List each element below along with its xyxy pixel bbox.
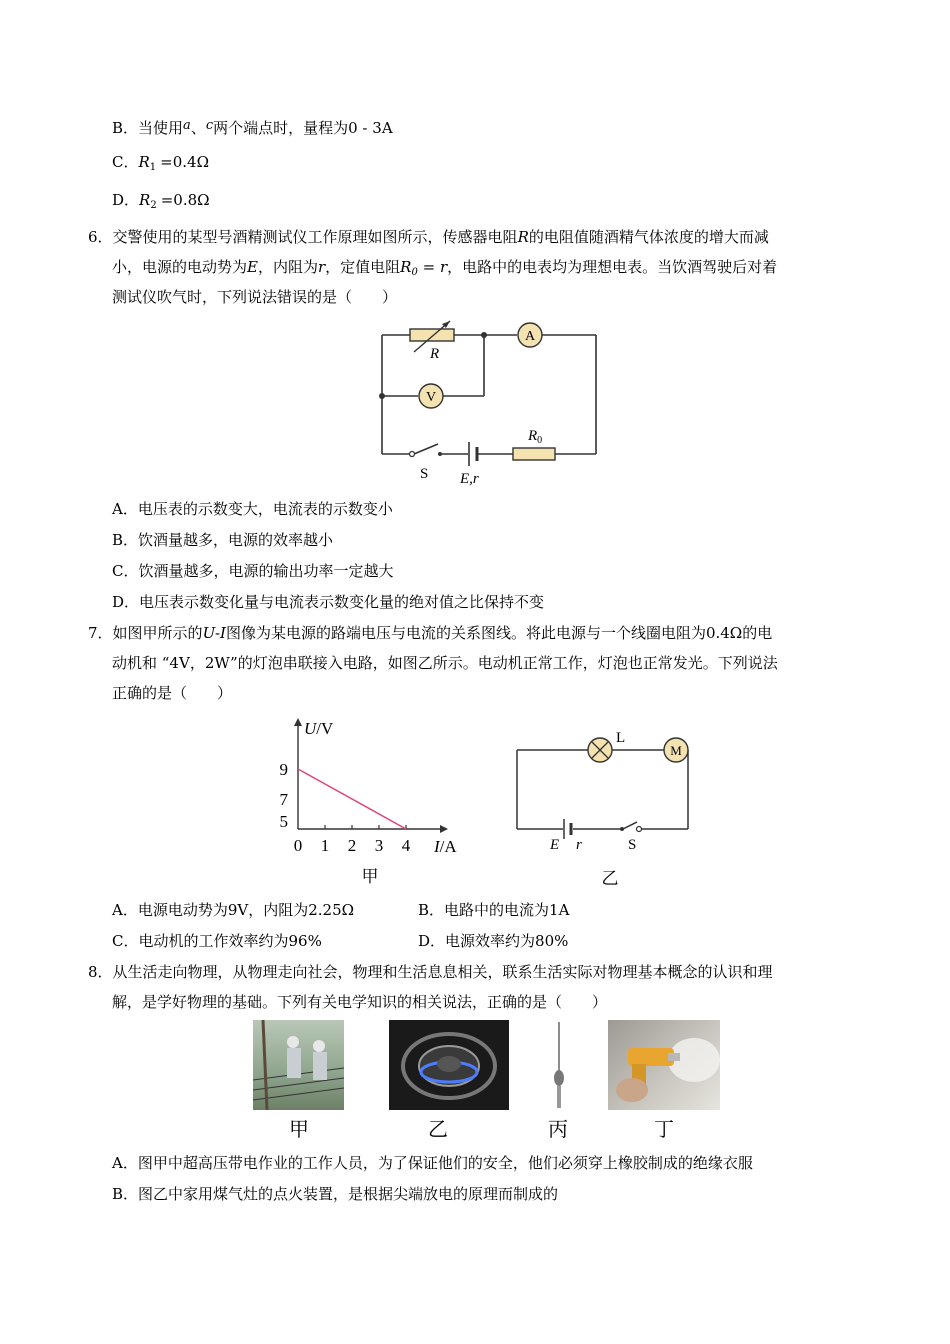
option-label: A． [112, 901, 138, 919]
option-label: C． [112, 932, 139, 950]
option-text: 电源效率约为80% [445, 932, 569, 950]
stem-text: 如图甲所示的 [112, 624, 203, 642]
stem-text: 正确的是（ ） [112, 684, 233, 702]
q8-stem-line1 [88, 962, 773, 982]
option-label: D． [418, 932, 446, 950]
option-text: 电动机的工作效率约为96% [138, 932, 322, 950]
q7-stem-line1 [88, 623, 772, 643]
option-label: A． [112, 500, 138, 518]
stem-text: ，内阻为 [257, 258, 318, 276]
symbol-e: E [247, 258, 258, 276]
burner-cap [437, 1056, 461, 1072]
photo-caption-ding: 丁 [654, 1117, 674, 1141]
switch-icon [410, 452, 415, 457]
fixed-resistor-label: $R_0$ [528, 428, 543, 446]
stem-text: 小，电源的电动势为 [112, 258, 248, 276]
q6-stem-line3 [112, 287, 397, 307]
option-label: B． [112, 119, 139, 137]
switch-icon [637, 827, 642, 832]
question-number: 8． [88, 963, 113, 981]
circuit-caption: 乙 [601, 869, 619, 888]
y-axis-arrow [294, 718, 302, 726]
stem-text: 动机和 “4V，2W”的灯泡串联接入电路，如图乙所示。电动机正常工作，灯泡也正常发光。下列说法 [112, 654, 778, 672]
option-label: C． [112, 562, 139, 580]
switch-contact [438, 452, 442, 456]
voltmeter-label: V [425, 390, 437, 405]
worker-helmet [287, 1036, 299, 1048]
stem-text: 解，是学好物理的基础。下列有关电学知识的相关说法，正确的是（ ） [112, 993, 608, 1011]
option-label: A． [112, 1154, 138, 1172]
hand [616, 1078, 648, 1102]
terminal-c: c [205, 118, 214, 133]
option-text: 图甲中超高压带电作业的工作人员，为了保证他们的安全，他们必须穿上橡胶制成的绝缘衣服 [137, 1154, 753, 1172]
terminal-a: a [183, 118, 191, 133]
x-axis-arrow [440, 825, 448, 833]
q7-option-b[interactable] [418, 900, 569, 920]
internal-resistance-label: r [576, 837, 582, 853]
tower-strut [263, 1020, 267, 1110]
stem-text: 交警使用的某型号酒精测试仪工作原理如图所示，传感器电阻 [112, 228, 518, 246]
y-axis-label: U/V [304, 719, 334, 738]
x-tick-label: 1 [320, 836, 330, 855]
q6-circuit-diagram [370, 318, 610, 490]
x-tick-label: 4 [401, 836, 411, 855]
option-label: D． [112, 191, 140, 209]
option-text: 电压表的示数变大，电流表的示数变小 [137, 500, 393, 518]
resistor-symbol: R [139, 191, 151, 209]
fixed-resistor [513, 448, 555, 460]
stem-text: 从生活走向物理，从物理走向社会，物理和生活息息相关，联系生活实际对物理基本概念的认识和理 [112, 963, 773, 981]
option-text: 当使用 [138, 119, 184, 137]
junction-dot [379, 393, 385, 399]
switch-label: S [420, 466, 429, 482]
photo-caption-yi: 乙 [428, 1117, 448, 1141]
q6-option-d[interactable] [112, 592, 544, 612]
stem-text: ，电路中的电表均为理想电表。当饮酒驾驶后对着 [447, 258, 778, 276]
stem-text: 图像为某电源的路端电压与电流的关系图线。将此电源与一个线圈电阻为0.4Ω的电 [225, 624, 773, 642]
symbol-r: R [517, 228, 529, 246]
option-label: B． [112, 531, 139, 549]
worker-helmet [313, 1040, 325, 1052]
stem-text: 测试仪吹气时，下列说法错误的是（ ） [112, 288, 398, 306]
battery-label: E,r [460, 471, 479, 487]
q7-stem-line2 [112, 653, 778, 673]
x-tick-label: 0 [293, 836, 303, 855]
option-text: 电路中的电流为1A [444, 901, 570, 919]
switch-contact [620, 827, 624, 831]
option-text: 、 [190, 119, 206, 137]
ui-series-line [298, 769, 406, 829]
stem-text: ，定值电阻 [325, 258, 401, 276]
switch-label: S [628, 837, 637, 853]
gun-nozzle [668, 1053, 680, 1061]
option-text: 饮酒量越多，电源的输出功率一定越大 [138, 562, 394, 580]
graph-caption: 甲 [361, 867, 379, 886]
photo-live-line-workers [253, 1020, 344, 1110]
photo-spray-gun [608, 1020, 720, 1110]
symbol-ui: U-I [202, 624, 226, 642]
photo-lightning-rod [548, 1022, 570, 1110]
q5-option-c[interactable] [112, 152, 209, 178]
q7-circuit-diagram [510, 726, 700, 888]
option-text: 图乙中家用煤气灶的点火装置，是根据尖端放电的原理而制成的 [138, 1185, 559, 1203]
q6-option-a[interactable] [112, 499, 393, 519]
q7-ui-graph [270, 712, 470, 892]
q5-option-b[interactable] [112, 116, 393, 138]
ammeter-label: A [524, 329, 536, 344]
q6-option-b[interactable] [112, 530, 333, 550]
range-value: 0 - 3A [348, 119, 393, 137]
resistor-subscript: 2 [150, 200, 157, 211]
x-tick-label: 3 [374, 836, 384, 855]
gun-body [628, 1048, 674, 1066]
rod-bulb [554, 1070, 564, 1086]
option-text: 饮酒量越多，电源的效率越小 [138, 531, 334, 549]
y-tick-label: 5 [279, 812, 288, 831]
x-axis-label: I/A [434, 837, 457, 856]
y-tick-label: 9 [279, 760, 288, 779]
q7-stem-line3 [112, 683, 232, 703]
q5-option-d[interactable] [112, 190, 210, 216]
symbol-r0-sub: 0 [411, 267, 418, 278]
q6-option-c[interactable] [112, 561, 394, 581]
option-label: B． [112, 1185, 139, 1203]
q7-option-d[interactable] [418, 931, 568, 951]
x-tick-label: 2 [347, 836, 357, 855]
worker-suit [313, 1052, 327, 1080]
option-text: 两个端点时，量程为 [213, 119, 349, 137]
option-text: 电压表示数变化量与电流表示数变化量的绝对值之比保持不变 [139, 593, 545, 611]
option-label: D． [112, 593, 140, 611]
question-number: 6． [88, 228, 113, 246]
resistor-value: =0.8Ω [160, 191, 210, 209]
q8-stem-line2 [112, 992, 607, 1012]
photo-caption-bing: 丙 [548, 1117, 568, 1141]
resistor-subscript: 1 [149, 162, 157, 173]
sensor-label: R [430, 346, 440, 362]
q6-stem-line1 [88, 227, 769, 247]
stem-text: = [417, 258, 440, 276]
y-tick-label: 7 [279, 790, 288, 809]
q7-option-a[interactable] [112, 900, 354, 920]
option-label: B． [418, 901, 445, 919]
q8-option-a[interactable] [112, 1153, 753, 1173]
option-label: C． [112, 153, 139, 171]
junction-dot [481, 332, 487, 338]
symbol-r: r [317, 258, 326, 276]
emf-label: E [550, 837, 560, 853]
photo-gas-stove [389, 1020, 509, 1110]
q8-option-b[interactable] [112, 1184, 558, 1204]
symbol-r0: R [400, 258, 412, 276]
resistor-value: =0.4Ω [160, 153, 210, 171]
symbol-r: r [439, 258, 448, 276]
photo-caption-jia: 甲 [289, 1117, 309, 1141]
option-text: 电源电动势为9V，内阻为2.25Ω [137, 901, 355, 919]
sensor-resistor [410, 329, 454, 341]
motor-label: M [670, 743, 682, 758]
stem-text: 的电阻值随酒精气体浓度的增大而减 [528, 228, 769, 246]
lamp-label: L [616, 730, 626, 746]
worker-suit [287, 1048, 301, 1078]
q7-option-c[interactable] [112, 931, 322, 951]
rod-base [557, 1086, 561, 1108]
question-number: 7． [88, 624, 113, 642]
resistor-symbol: R [138, 153, 150, 171]
q6-stem-line2 [112, 257, 777, 283]
